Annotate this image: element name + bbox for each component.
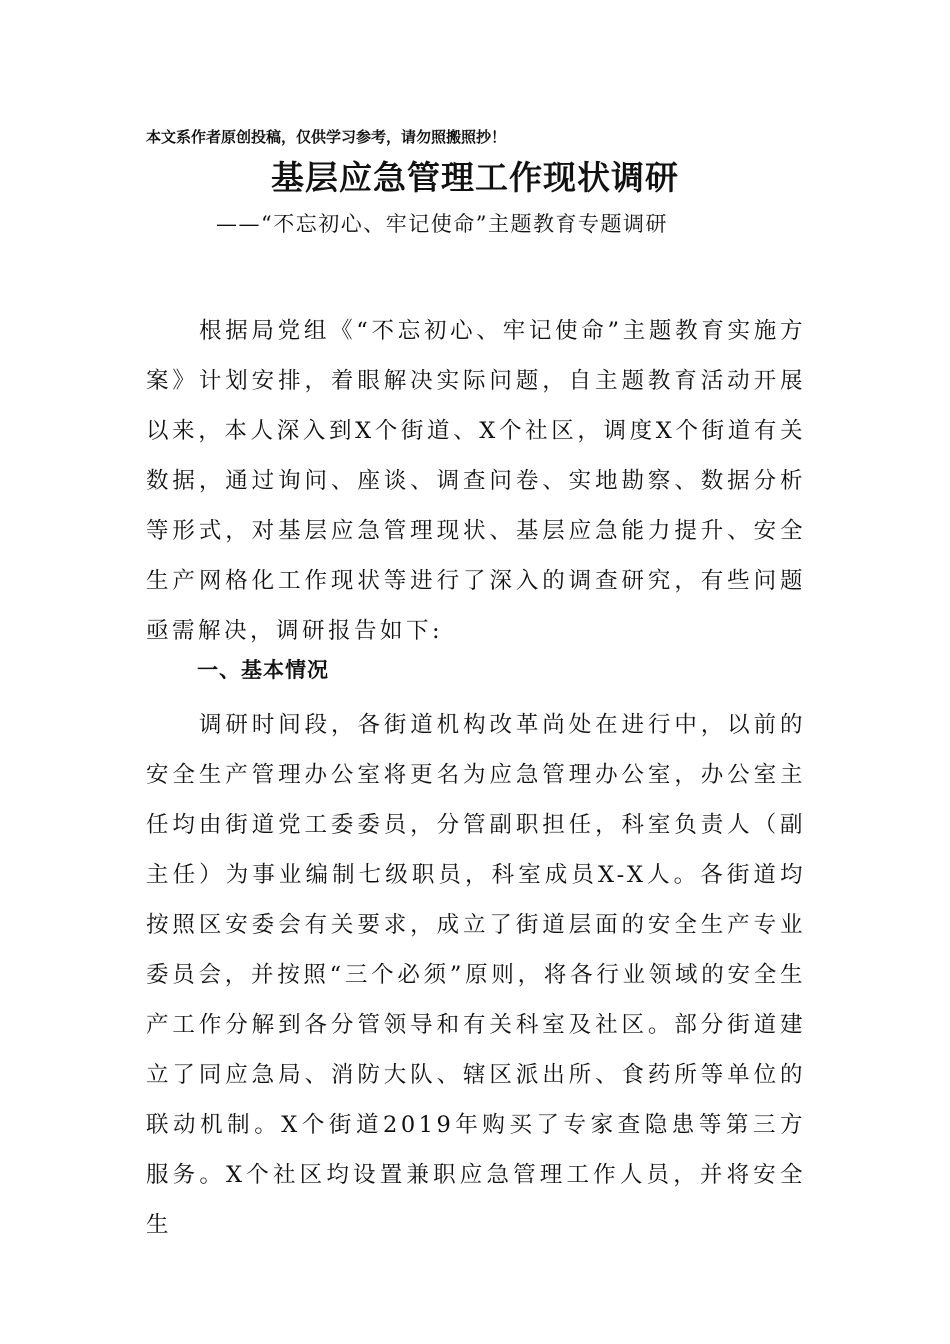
document-title: 基层应急管理工作现状调研 [271,158,679,197]
basic-situation-paragraph: 调研时间段，各街道机构改革尚处在进行中，以前的安全生产管理办公室将更名为应急管理办公室，办公室主任均由街道党工委委员，分管副职担任，科室负责人（副主任）为事业编制七级职员，科室成员X-X人。各街道均按照区安委会有关要求，成立了街道层面的安全生产专业委员会，并按照“三个必须”原则，将各行业领域的安全生产工作分解到各分管领导和有关科室及社区。部分街道建立了同应急局、消防大队、辖区派出所、食药所等单位的联动机制。X个街道2019年购买了专家查隐患等第三方服务。X个社区均设置兼职应急管理工作人员，并将安全生 [146,712,806,1238]
section-heading-basic-situation: 一、基本情况 [197,658,329,682]
copyright-notice: 本文系作者原创投稿，仅供学习参考，请勿照搬照抄！ [146,128,507,146]
document-subtitle: ——“不忘初心、牢记使命”主题教育专题调研 [216,212,668,236]
intro-paragraph: 根据局党组《“不忘初心、牢记使命”主题教育实施方案》计划安排，着眼解决实际问题，自主题教育活动开展以来，本人深入到X个街道、X个社区，调度X个街道有关数据，通过询问、座谈、调查问卷、实地勘察、数据分析等形式，对基层应急管理现状、基层应急能力提升、安全生产网格化工作现状等进行了深入的调查研究，有些问题亟需解决，调研报告如下: [146,318,806,644]
